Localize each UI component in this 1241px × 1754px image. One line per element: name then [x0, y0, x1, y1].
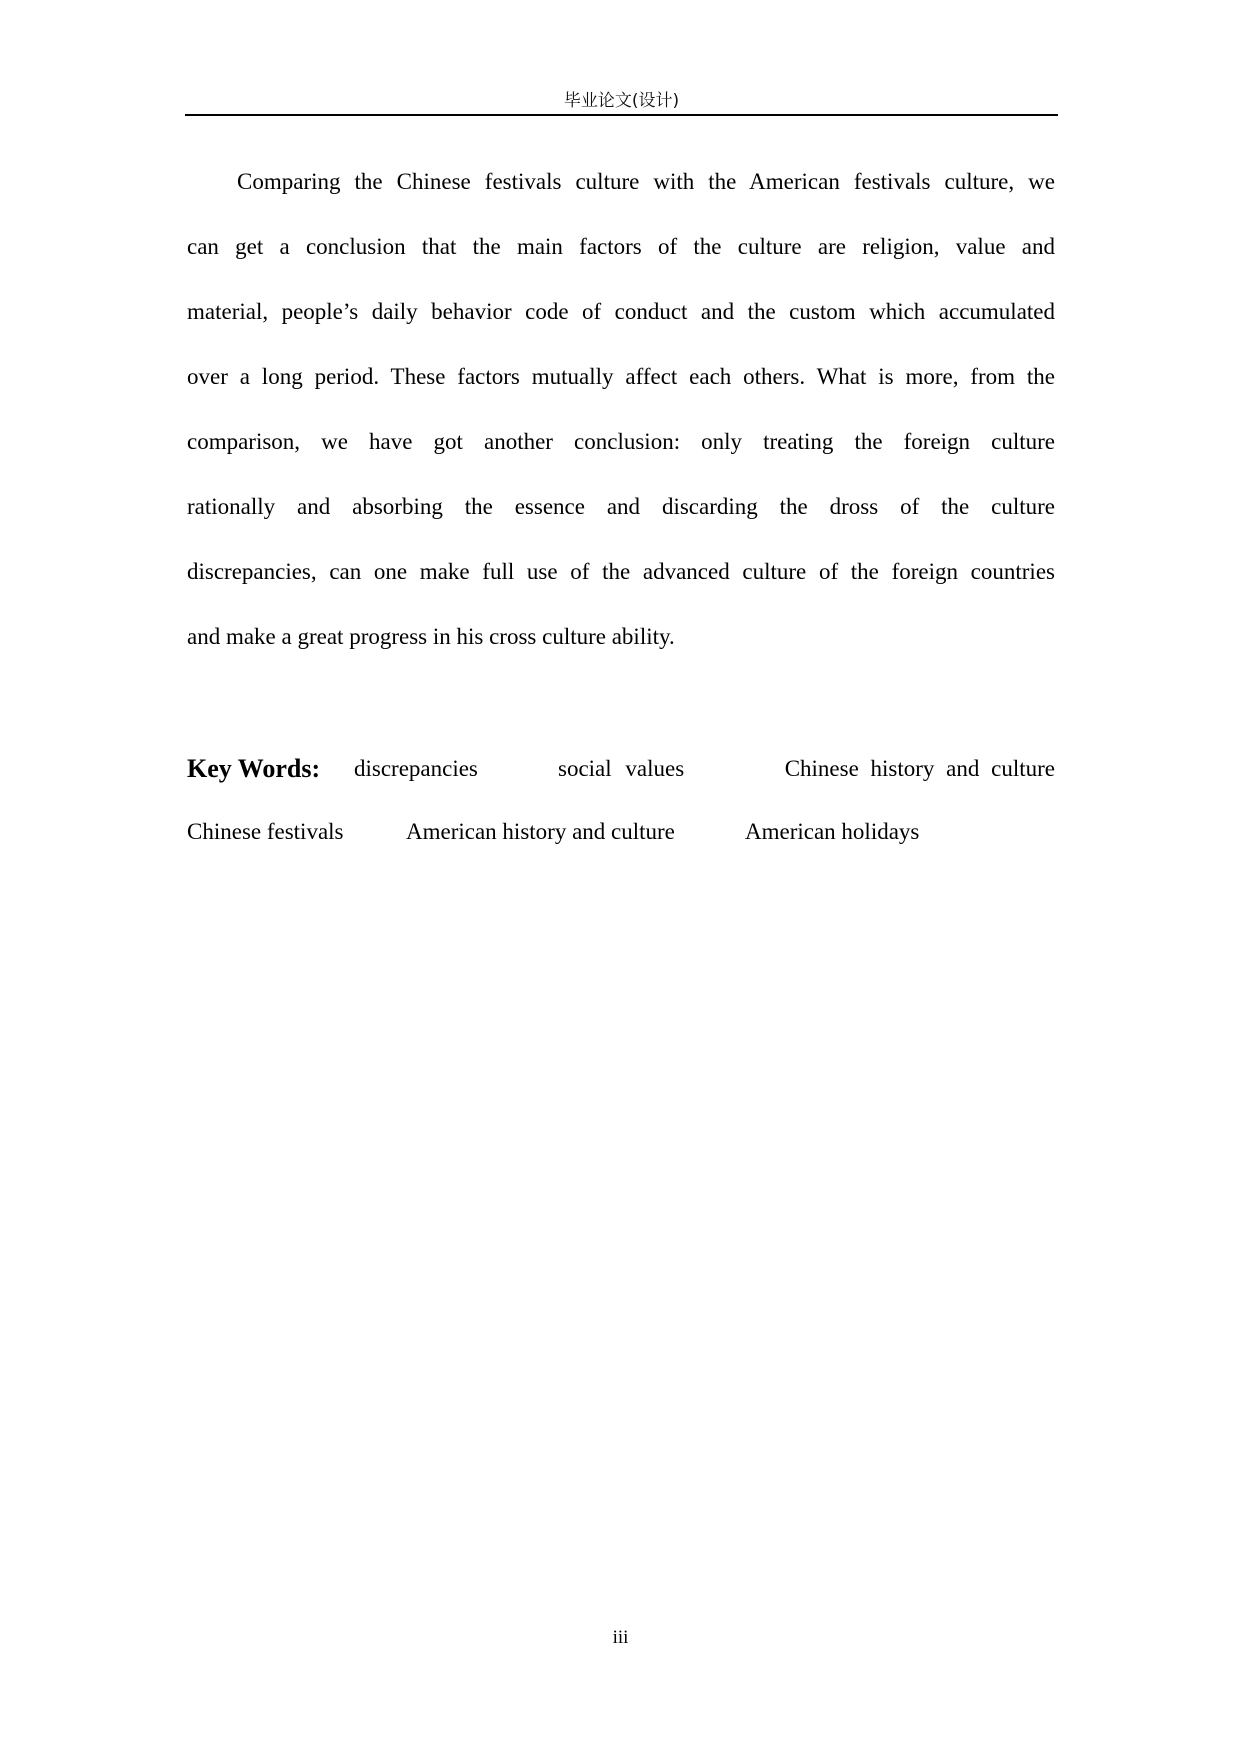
keyword-item: Chinese history and culture: [784, 756, 1055, 781]
abstract-line: Comparing the Chinese festivals culture with the American festivals culture, we: [237, 169, 1055, 194]
abstract-line: comparison, we have got another conclusion: only treating the foreign culture: [187, 429, 1055, 454]
abstract-line: material, people’s daily behavior code of conduct and the custom which accumulated: [187, 299, 1055, 324]
keyword-item: social values: [558, 756, 685, 781]
keyword-item: American holidays: [745, 819, 920, 844]
abstract-line: can get a conclusion that the main factors of the culture are religion, value and: [187, 234, 1055, 259]
keywords-line: [187, 752, 1055, 786]
header-title: 毕业论文(设计): [563, 91, 680, 111]
abstract-line: over a long period. These factors mutually affect each others. What is more, from the: [187, 364, 1055, 389]
keywords-label: Key Words:: [187, 754, 321, 783]
keywords-line: [187, 815, 1055, 849]
keyword-item: discrepancies: [354, 756, 478, 781]
abstract-line: and make a great progress in his cross culture ability.: [187, 624, 675, 649]
keyword-item: Chinese festivals: [187, 819, 344, 844]
keyword-item: American history and culture: [406, 819, 675, 844]
header-rule: [185, 114, 1058, 116]
page-number: iii: [612, 1627, 629, 1648]
abstract-line: discrepancies, can one make full use of the advanced culture of the foreign countries: [187, 559, 1055, 584]
abstract-line: rationally and absorbing the essence and discarding the dross of the culture: [187, 494, 1055, 519]
